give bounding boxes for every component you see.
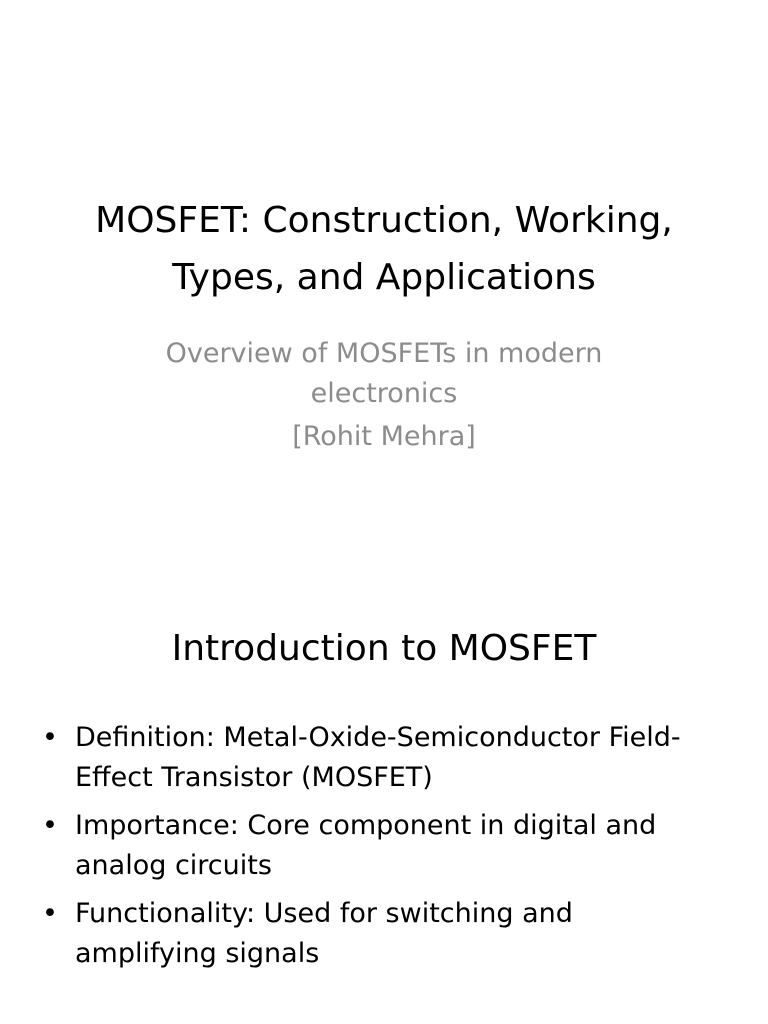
bullet-text: Definition: Metal-Oxide-Semiconductor Field-Effect Transistor (MOSFET) (75, 722, 681, 793)
bullet-item-importance (40, 806, 720, 886)
subtitle-block (110, 334, 658, 452)
bullet-item-definition (40, 718, 720, 798)
bullet-icon: • (42, 810, 58, 841)
bullet-icon: • (42, 722, 58, 753)
intro-slide (0, 576, 768, 1024)
bullet-list (40, 718, 720, 982)
bullet-text: Importance: Core component in digital and analog circuits (75, 810, 657, 881)
presentation-title: MOSFET: Construction, Working, Types, and Applications (95, 200, 673, 298)
author-name: [Rohit Mehra] (292, 421, 476, 452)
presentation-subtitle: Overview of MOSFETs in modern electronics (165, 338, 603, 409)
bullet-item-functionality (40, 894, 720, 974)
slide-title: Introduction to MOSFET (171, 628, 597, 669)
bullet-icon: • (42, 898, 58, 929)
bullet-text: Functionality: Used for switching and amplifying signals (75, 898, 573, 969)
